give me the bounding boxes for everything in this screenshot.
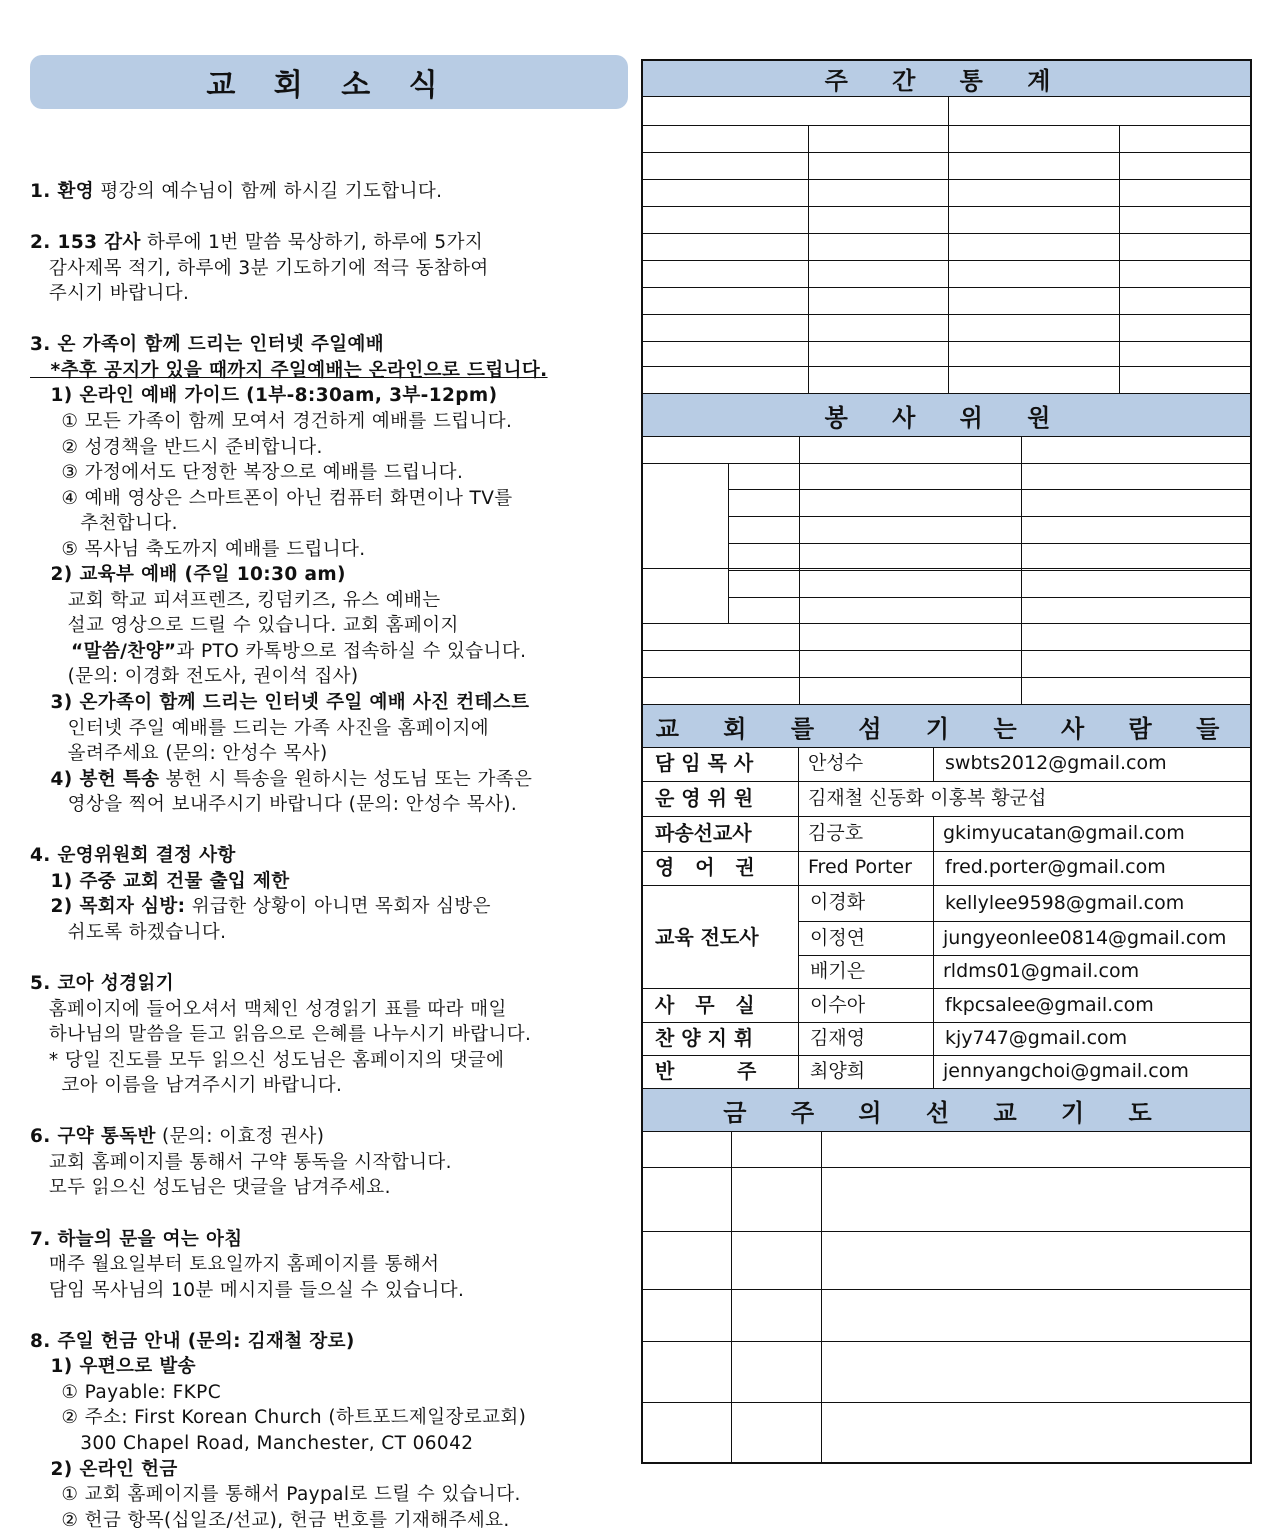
news-line xyxy=(30,1354,196,1380)
news-line xyxy=(30,843,236,869)
news-line xyxy=(30,792,517,818)
news-line-text: 봉헌 시 특송을 원하시는 성도님 또는 가족은 xyxy=(159,768,533,790)
staff-name-accompanist: 최양희 xyxy=(810,1060,866,1082)
news-line-text: 코아 이름을 남겨주시기 바랍니다. xyxy=(30,1075,343,1097)
news-line-text: (문의: 이효정 권사) xyxy=(155,1126,325,1148)
news-line-text: 영상을 찍어 보내주시기 바랍니다 (문의: 안성수 목사). xyxy=(30,794,518,816)
news-line xyxy=(30,588,441,614)
staff-name-education-2: 이정연 xyxy=(810,927,866,949)
staff-role-senior-pastor: 담 임 목 사 xyxy=(655,751,754,775)
news-line xyxy=(30,1252,439,1278)
staff-name-english: Fred Porter xyxy=(808,856,912,878)
news-line xyxy=(30,460,463,486)
news-line-text: ① 교회 홈페이지를 통해서 Paypal로 드릴 수 있습니다. xyxy=(30,1484,521,1506)
news-line-text: 하루에 1번 말씀 묵상하기, 하루에 5가지 xyxy=(140,232,484,254)
news-line-bold: 2) 목회자 심방: xyxy=(30,896,186,918)
staff-email-english[interactable]: fred.porter@gmail.com xyxy=(945,856,1166,878)
news-line-text: ⑤ 목사님 축도까지 예배를 드립니다. xyxy=(30,538,366,560)
news-line xyxy=(30,409,512,435)
news-line xyxy=(30,1022,531,1048)
news-line-bold: 2. 153 감사 xyxy=(30,232,141,254)
news-line-text: 하나님의 말씀을 듣고 읽음으로 은혜를 나누시기 바랍니다. xyxy=(30,1024,532,1046)
news-line-bold: 3) 온가족이 함께 드리는 인터넷 주일 예배 사진 컨테스트 xyxy=(30,692,530,713)
news-line xyxy=(30,1508,510,1534)
news-line xyxy=(30,639,526,665)
staff-role-education: 교육 전도사 xyxy=(655,925,759,949)
news-line xyxy=(30,179,442,205)
news-line-text: 감사제목 적기, 하루에 3분 기도하기에 적극 동참하여 xyxy=(30,257,489,279)
news-line-text: * 당일 진도를 모두 읽으신 성도님은 홈페이지의 댓글에 xyxy=(30,1049,505,1071)
staff-name-senior-pastor: 안성수 xyxy=(808,752,864,774)
news-line-bold: “말씀/찬양” xyxy=(30,640,177,662)
news-line xyxy=(30,869,290,895)
news-line-bold: 2) 교육부 예배 (주일 10:30 am) xyxy=(30,564,346,586)
news-line xyxy=(30,281,189,307)
staff-name-office: 이수아 xyxy=(810,994,866,1016)
news-line xyxy=(30,1482,521,1508)
news-line xyxy=(30,1227,243,1253)
news-line-bold: 7. 하늘의 문을 여는 아침 xyxy=(30,1228,243,1250)
news-line-text: (문의: 이경화 전도사, 권이석 집사) xyxy=(30,666,359,688)
news-line-text: 인터넷 주일 예배를 드리는 가족 사진을 홈페이지에 xyxy=(30,717,490,739)
news-line xyxy=(30,1278,464,1304)
news-line xyxy=(30,1380,221,1406)
news-line xyxy=(30,1124,324,1150)
weekly-stats-title: 주 간 통 계 xyxy=(643,61,1250,97)
news-line-text: 모두 읽으신 성도님은 댓글을 남겨주세요. xyxy=(30,1177,391,1199)
news-line-text: ② 성경책을 반드시 준비합니다. xyxy=(30,436,323,458)
news-line xyxy=(30,1405,526,1431)
news-line-text: ① 모든 가족이 함께 모여서 경건하게 예배를 드립니다. xyxy=(30,410,513,432)
news-line xyxy=(30,664,358,690)
news-line-text: ③ 가정에서도 단정한 복장으로 예배를 드립니다. xyxy=(30,462,464,484)
staff-name-committee: 김재철 신동화 이홍복 황군섭 xyxy=(808,787,1047,809)
news-line xyxy=(30,511,178,537)
news-line-bold: 4) 봉헌 특송 xyxy=(30,768,160,790)
news-line xyxy=(30,690,529,716)
volunteers-title: 봉 사 위 원 xyxy=(643,393,1250,437)
news-line-text: 담임 목사님의 10분 메시지를 들으실 수 있습니다. xyxy=(30,1279,465,1301)
news-line-bold: 2) 온라인 헌금 xyxy=(30,1458,178,1480)
news-line-bold: 8. 주일 헌금 안내 (문의: 김재철 장로) xyxy=(30,1330,355,1352)
news-line xyxy=(30,920,226,946)
news-line-text: ④ 예배 영상은 스마트폰이 아닌 컴퓨터 화면이나 TV를 xyxy=(30,487,513,509)
news-line xyxy=(30,486,513,512)
news-line-bold: 1) 우편으로 발송 xyxy=(30,1356,196,1378)
news-line xyxy=(30,230,483,256)
news-line xyxy=(30,1150,452,1176)
mission-prayer-title: 금 주 의 선 교 기 도 xyxy=(643,1088,1250,1132)
news-line xyxy=(30,383,497,409)
news-line-text: ② 헌금 항목(십일조/선교), 헌금 번호를 기재해주세요. xyxy=(30,1509,510,1531)
news-line xyxy=(30,1175,391,1201)
staff-role-missionary: 파송선교사 xyxy=(655,821,752,845)
news-line-bold: 3. 온 가족이 함께 드리는 인터넷 주일예배 xyxy=(30,334,385,356)
news-line-bold: 5. 코아 성경읽기 xyxy=(30,973,175,995)
news-line-text: 설교 영상으로 드릴 수 있습니다. 교회 홈페이지 xyxy=(30,615,459,637)
news-line xyxy=(30,997,507,1023)
staff-name-education-3: 배기은 xyxy=(810,960,866,982)
news-line xyxy=(30,971,174,997)
staff-role-english: 영 어 권 xyxy=(655,855,755,879)
news-line xyxy=(30,613,459,639)
news-line xyxy=(30,256,489,282)
staff-role-accompanist: 반 주 xyxy=(655,1059,757,1083)
staff-email-senior-pastor[interactable]: swbts2012@gmail.com xyxy=(945,752,1167,774)
news-line-text: 홈페이지에 들어오셔서 맥체인 성경읽기 표를 따라 매일 xyxy=(30,998,507,1020)
staff-email-education-2[interactable]: jungyeonlee0814@gmail.com xyxy=(943,927,1227,949)
news-line xyxy=(30,767,532,793)
staff-email-choir[interactable]: kjy747@gmail.com xyxy=(945,1027,1128,1049)
info-panel xyxy=(641,59,1252,1464)
staff-email-education-3[interactable]: rldms01@gmail.com xyxy=(943,960,1140,982)
news-line xyxy=(30,1073,342,1099)
staff-role-office: 사 무 실 xyxy=(655,993,755,1017)
news-line-text: 평강의 예수님이 함께 하시길 기도합니다. xyxy=(94,181,443,202)
staff-email-education-1[interactable]: kellylee9598@gmail.com xyxy=(945,892,1185,914)
staff-role-choir: 찬 양 지 휘 xyxy=(655,1026,754,1050)
news-line-text: 올려주세요 (문의: 안성수 목사) xyxy=(30,743,328,765)
news-line xyxy=(30,358,548,384)
news-line xyxy=(30,741,328,767)
news-line xyxy=(30,1431,473,1457)
news-line-text: 주시기 바랍니다. xyxy=(30,283,190,305)
news-line-bold: 6. 구약 통독반 xyxy=(30,1126,156,1148)
staff-name-missionary: 김긍호 xyxy=(808,822,864,844)
news-line-text: 교회 홈페이지를 통해서 구약 통독을 시작합니다. xyxy=(30,1151,452,1173)
mission-prayer-table xyxy=(643,61,1250,1464)
news-line xyxy=(30,435,323,461)
news-line-bold: 1) 주중 교회 건물 출입 제한 xyxy=(30,870,290,892)
news-line-text: ① Payable: FKPC xyxy=(30,1381,222,1403)
news-line-text: 과 PTO 카톡방으로 접속하실 수 있습니다. xyxy=(176,640,527,662)
church-news-title: 교 회 소 식 xyxy=(30,55,628,109)
news-line xyxy=(30,894,491,920)
news-line-underlined: *추후 공지가 있을 때까지 주일예배는 온라인으로 드립니다. xyxy=(30,359,548,381)
news-line xyxy=(30,1457,178,1483)
news-line xyxy=(30,1329,355,1355)
news-line xyxy=(30,537,366,563)
news-line-bold: 4. 운영위원회 결정 사항 xyxy=(30,845,236,867)
news-line-text: 추천합니다. xyxy=(30,513,178,535)
news-line xyxy=(30,332,384,358)
church-news-section xyxy=(30,55,628,1531)
staff-name-choir: 김재영 xyxy=(810,1027,866,1049)
staff-email-missionary[interactable]: gkimyucatan@gmail.com xyxy=(943,822,1185,844)
news-line-text: 300 Chapel Road, Manchester, CT 06042 xyxy=(30,1432,474,1454)
news-line-bold: 1. 환영 xyxy=(30,181,95,202)
news-line-text: 위급한 상황이 아니면 목회자 심방은 xyxy=(185,896,491,918)
staff-title: 교 회 를 섬 기 는 사 람 들 xyxy=(643,704,1250,748)
news-line-bold: 1) 온라인 예배 가이드 (1부-8:30am, 3부-12pm) xyxy=(30,385,498,407)
news-line-text: ② 주소: First Korean Church (하트포드제일장로교회) xyxy=(30,1407,527,1429)
news-line-text: 쉬도록 하겠습니다. xyxy=(30,921,227,943)
news-line xyxy=(30,716,489,742)
news-line-text: 교회 학교 피셔프렌즈, 킹덤키즈, 유스 예배는 xyxy=(30,589,441,611)
news-line xyxy=(30,562,346,588)
staff-email-accompanist[interactable]: jennyangchoi@gmail.com xyxy=(943,1060,1189,1082)
news-line-text: 매주 월요일부터 토요일까지 홈페이지를 통해서 xyxy=(30,1254,440,1276)
staff-email-office[interactable]: fkpcsalee@gmail.com xyxy=(945,994,1154,1016)
news-line xyxy=(30,1048,504,1074)
staff-name-education-1: 이경화 xyxy=(810,891,866,913)
staff-role-committee: 운 영 위 원 xyxy=(655,786,754,810)
